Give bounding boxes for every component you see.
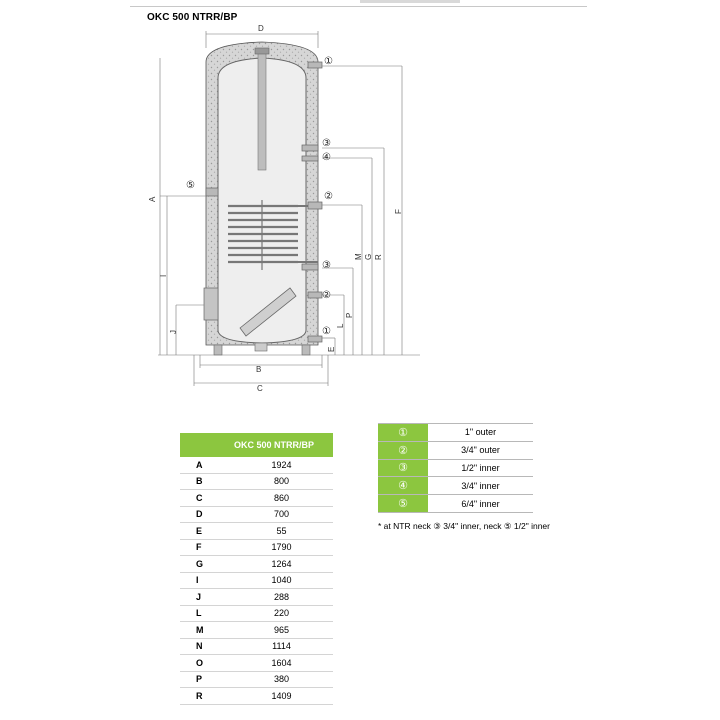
row-value: 1790 — [230, 539, 333, 556]
marker-connection-4: ④ — [322, 152, 331, 163]
connection-desc: 6/4" inner — [428, 495, 533, 513]
dim-label-l: L — [336, 323, 345, 328]
row-key: I — [180, 572, 230, 589]
table-row — [180, 671, 333, 688]
marker-connection-2b: ② — [322, 290, 331, 301]
connection-symbol: ④ — [378, 477, 428, 495]
dim-label-c: C — [257, 384, 263, 393]
dimension-table — [180, 433, 333, 705]
row-key: A — [180, 457, 230, 473]
table-row — [180, 622, 333, 639]
table-row — [378, 441, 533, 459]
row-key: L — [180, 605, 230, 622]
row-value: 965 — [230, 622, 333, 639]
dim-label-f: F — [394, 209, 403, 214]
connection-desc: 3/4" inner — [428, 477, 533, 495]
row-key: O — [180, 655, 230, 672]
dim-label-g: G — [364, 253, 373, 260]
row-value: 700 — [230, 506, 333, 523]
table-row — [180, 523, 333, 540]
row-value: 380 — [230, 671, 333, 688]
table-row — [180, 605, 333, 622]
table-row — [180, 506, 333, 523]
row-key: J — [180, 589, 230, 606]
dim-label-d: D — [258, 24, 264, 33]
row-value: 800 — [230, 473, 333, 490]
dim-label-p: P — [345, 312, 354, 318]
dimension-table-header-label: OKC 500 NTRR/BP — [230, 433, 333, 457]
table-row — [378, 424, 533, 442]
row-key: R — [180, 688, 230, 705]
table-row — [378, 459, 533, 477]
table-row — [180, 457, 333, 473]
table-row — [180, 473, 333, 490]
row-key: C — [180, 490, 230, 507]
dim-label-e: E — [327, 346, 336, 352]
dim-label-m: M — [354, 253, 363, 260]
dim-label-j: J — [169, 330, 178, 334]
row-key: B — [180, 473, 230, 490]
dim-label-a: A — [148, 196, 157, 202]
row-key: D — [180, 506, 230, 523]
page-title: OKC 500 NTRR/BP — [147, 12, 238, 23]
dim-label-b: B — [256, 365, 262, 374]
table-row — [180, 572, 333, 589]
table-row — [180, 688, 333, 705]
table-row — [378, 495, 533, 513]
row-value: 1264 — [230, 556, 333, 573]
table-row — [378, 477, 533, 495]
connection-desc: 3/4" outer — [428, 441, 533, 459]
connection-table — [378, 423, 533, 513]
table-row — [180, 556, 333, 573]
dim-label-r: R — [374, 254, 383, 260]
row-value: 860 — [230, 490, 333, 507]
marker-connection-3: ③ — [322, 138, 331, 149]
table-row — [180, 589, 333, 606]
connection-note: * at NTR neck ③ 3/4" inner, neck ⑤ 1/2" inner — [378, 521, 550, 531]
row-value: 55 — [230, 523, 333, 540]
row-value: 1114 — [230, 638, 333, 655]
marker-connection-1b: ① — [322, 326, 331, 337]
marker-connection-2: ② — [324, 191, 333, 202]
row-key: G — [180, 556, 230, 573]
table-row — [180, 638, 333, 655]
row-value: 1924 — [230, 457, 333, 473]
row-key: E — [180, 523, 230, 540]
row-key: M — [180, 622, 230, 639]
row-value: 220 — [230, 605, 333, 622]
row-value: 1040 — [230, 572, 333, 589]
table-row — [180, 490, 333, 507]
table-row — [180, 539, 333, 556]
row-value: 288 — [230, 589, 333, 606]
connection-symbol: ③ — [378, 459, 428, 477]
marker-connection-1: ① — [324, 56, 333, 67]
dimension-table-header — [180, 433, 333, 457]
dim-label-i: I — [159, 274, 168, 277]
marker-connection-3b: ③ — [322, 260, 331, 271]
connection-symbol: ② — [378, 441, 428, 459]
table-row — [180, 655, 333, 672]
marker-connection-5: ⑤ — [186, 180, 195, 191]
connection-desc: 1" outer — [428, 424, 533, 442]
row-key: F — [180, 539, 230, 556]
connection-symbol: ⑤ — [378, 495, 428, 513]
row-value: 1409 — [230, 688, 333, 705]
connection-desc: 1/2" inner — [428, 459, 533, 477]
row-key: P — [180, 671, 230, 688]
row-key: N — [180, 638, 230, 655]
row-value: 1604 — [230, 655, 333, 672]
connection-symbol: ① — [378, 424, 428, 442]
